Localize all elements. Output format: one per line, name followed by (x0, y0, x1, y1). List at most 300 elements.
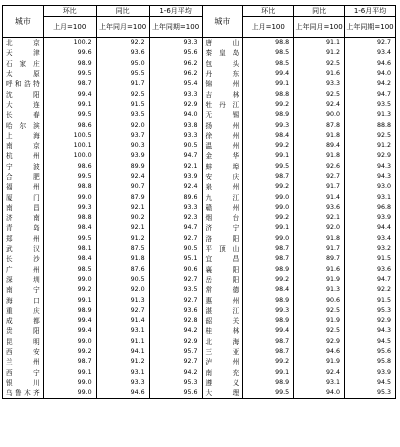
table-row (3, 326, 396, 336)
left-city-cell: 成 都 (3, 316, 44, 326)
left-value-cell: 95.5 (96, 69, 149, 79)
left-value-cell: 89.6 (149, 192, 202, 202)
right-city-cell: 唐 山 (202, 38, 243, 49)
left-city-cell: 重 庆 (3, 306, 44, 316)
right-value-cell: 99.2 (243, 100, 294, 110)
left-value-cell: 94.2 (149, 326, 202, 336)
left-value-cell: 99.4 (43, 316, 96, 326)
right-value-cell: 94.2 (345, 79, 396, 89)
left-value-cell: 91.7 (96, 79, 149, 89)
left-value-cell: 99.0 (43, 275, 96, 285)
left-value-cell: 93.8 (149, 120, 202, 130)
left-value-cell: 93.3 (149, 131, 202, 141)
left-city-cell: 武 汉 (3, 244, 44, 254)
left-value-cell: 91.2 (96, 234, 149, 244)
right-value-cell: 90.6 (294, 295, 345, 305)
right-value-cell: 98.9 (243, 110, 294, 120)
left-value-cell: 90.7 (96, 182, 149, 192)
table-row (3, 378, 396, 388)
left-city-cell: 昆 明 (3, 337, 44, 347)
left-city-cell: 上 海 (3, 131, 44, 141)
left-value-cell: 87.5 (96, 244, 149, 254)
left-value-cell: 95.7 (149, 347, 202, 357)
right-value-cell: 93.4 (345, 234, 396, 244)
left-value-cell: 98.8 (43, 182, 96, 192)
table-row (3, 141, 396, 151)
right-value-cell: 99.1 (243, 151, 294, 161)
table-row (3, 234, 396, 244)
right-city-cell: 韶 关 (202, 316, 243, 326)
left-value-cell: 92.7 (149, 357, 202, 367)
right-value-cell: 89.4 (294, 141, 345, 151)
left-value-cell: 100.0 (43, 151, 96, 161)
left-value-cell: 90.3 (96, 141, 149, 151)
table-row (3, 110, 396, 120)
left-city-cell: 长 春 (3, 110, 44, 120)
right-value-cell: 99.0 (243, 234, 294, 244)
left-value-cell: 99.5 (43, 69, 96, 79)
right-value-cell: 98.9 (243, 295, 294, 305)
table-row (3, 162, 396, 172)
right-value-cell: 98.9 (243, 316, 294, 326)
left-value-cell: 93.6 (96, 48, 149, 58)
right-value-cell: 91.4 (294, 192, 345, 202)
right-value-cell: 91.9 (294, 275, 345, 285)
right-city-cell: 襄 阳 (202, 265, 243, 275)
right-value-cell: 92.1 (294, 213, 345, 223)
right-value-cell: 99.5 (243, 388, 294, 399)
right-value-cell: 92.4 (294, 100, 345, 110)
table-row (3, 120, 396, 130)
table-body (3, 38, 396, 399)
left-value-cell: 98.6 (43, 120, 96, 130)
right-value-cell: 92.6 (294, 162, 345, 172)
left-value-cell: 99.1 (43, 368, 96, 378)
left-value-cell: 92.3 (149, 213, 202, 223)
left-value-cell: 93.9 (149, 172, 202, 182)
right-value-cell: 92.5 (294, 306, 345, 316)
left-value-cell: 92.4 (96, 172, 149, 182)
right-city-cell: 九 江 (202, 192, 243, 202)
left-city-cell: 沈 阳 (3, 89, 44, 99)
left-city-cell: 长 沙 (3, 254, 44, 264)
right-value-cell: 94.5 (345, 337, 396, 347)
left-value-cell: 95.1 (149, 254, 202, 264)
right-value-cell: 98.7 (243, 337, 294, 347)
left-city-cell: 哈尔滨 (3, 120, 44, 130)
right-value-cell: 98.5 (243, 59, 294, 69)
left-value-cell: 90.5 (96, 275, 149, 285)
right-value-cell: 92.9 (345, 151, 396, 161)
left-value-cell: 91.5 (96, 100, 149, 110)
right-value-cell: 98.7 (243, 254, 294, 264)
left-value-cell: 99.2 (43, 285, 96, 295)
right-value-cell: 93.2 (345, 244, 396, 254)
right-value-cell: 91.6 (294, 69, 345, 79)
left-value-cell: 99.4 (43, 326, 96, 336)
left-city-cell: 太 原 (3, 69, 44, 79)
right-value-cell: 94.7 (345, 89, 396, 99)
right-value-cell: 91.2 (294, 48, 345, 58)
left-city-cell: 西 安 (3, 347, 44, 357)
right-value-cell: 99.5 (243, 162, 294, 172)
left-value-cell: 94.7 (149, 151, 202, 161)
right-value-cell: 99.2 (243, 182, 294, 192)
right-value-cell: 91.7 (294, 244, 345, 254)
table-row (3, 357, 396, 367)
table-row (3, 388, 396, 399)
right-city-cell: 扬 州 (202, 120, 243, 130)
left-value-cell: 98.7 (43, 79, 96, 89)
right-value-cell: 89.7 (294, 254, 345, 264)
left-value-cell: 92.7 (149, 234, 202, 244)
left-city-cell: 青 岛 (3, 223, 44, 233)
left-value-cell: 93.6 (149, 306, 202, 316)
left-value-cell: 99.6 (43, 48, 96, 58)
left-value-cell: 92.7 (149, 295, 202, 305)
right-value-cell: 99.4 (243, 326, 294, 336)
right-value-cell: 93.1 (345, 192, 396, 202)
right-city-cell: 三 亚 (202, 347, 243, 357)
left-city-cell: 银 川 (3, 378, 44, 388)
left-value-cell: 91.4 (96, 316, 149, 326)
left-value-cell: 98.6 (43, 162, 96, 172)
table-row (3, 172, 396, 182)
left-city-cell: 南 京 (3, 141, 44, 151)
right-value-cell: 98.4 (243, 285, 294, 295)
table-row (3, 48, 396, 58)
right-value-cell: 94.0 (294, 388, 345, 399)
right-value-cell: 92.9 (294, 337, 345, 347)
left-city-cell: 南 昌 (3, 203, 44, 213)
right-city-cell: 温 州 (202, 141, 243, 151)
left-value-cell: 94.2 (149, 368, 202, 378)
left-value-cell: 92.9 (149, 100, 202, 110)
right-value-cell: 92.7 (294, 172, 345, 182)
left-city-cell: 郑 州 (3, 234, 44, 244)
left-value-cell: 92.1 (96, 223, 149, 233)
right-value-cell: 98.5 (243, 48, 294, 58)
left-city-cell: 贵 阳 (3, 326, 44, 336)
left-city-cell: 南 宁 (3, 285, 44, 295)
left-value-cell: 92.7 (96, 306, 149, 316)
right-city-cell: 南 充 (202, 368, 243, 378)
left-value-cell: 95.6 (149, 48, 202, 58)
right-value-cell: 98.8 (243, 38, 294, 49)
table-row (3, 79, 396, 89)
right-value-cell: 94.3 (345, 172, 396, 182)
right-value-cell: 98.7 (243, 244, 294, 254)
right-value-cell: 93.0 (345, 182, 396, 192)
right-value-cell: 99.4 (243, 69, 294, 79)
left-value-cell: 95.3 (149, 378, 202, 388)
left-city-cell: 合 肥 (3, 172, 44, 182)
left-value-cell: 96.2 (149, 69, 202, 79)
table-row (3, 182, 396, 192)
right-value-cell: 91.3 (345, 110, 396, 120)
right-value-cell: 91.7 (294, 182, 345, 192)
right-value-cell: 91.3 (294, 285, 345, 295)
left-value-cell: 99.0 (43, 388, 96, 399)
right-city-cell: 吉 林 (202, 89, 243, 99)
right-value-cell: 91.8 (294, 234, 345, 244)
left-value-cell: 99.0 (43, 192, 96, 202)
right-city-cell: 平顶山 (202, 244, 243, 254)
header-yoy-left: 同比 (96, 6, 149, 17)
left-value-cell: 94.7 (149, 223, 202, 233)
right-city-cell: 大 理 (202, 388, 243, 399)
left-city-cell: 呼和浩特 (3, 79, 44, 89)
right-value-cell: 98.7 (243, 172, 294, 182)
subheader-mom-left: 上月=100 (43, 17, 96, 38)
left-value-cell: 99.0 (43, 337, 96, 347)
right-city-cell: 烟 台 (202, 213, 243, 223)
left-city-cell: 济 南 (3, 213, 44, 223)
left-value-cell: 98.7 (43, 357, 96, 367)
left-value-cell: 92.0 (96, 120, 149, 130)
header-avg-left: 1-6月平均 (149, 6, 202, 17)
right-value-cell: 99.0 (243, 192, 294, 202)
table-row (3, 38, 396, 49)
right-value-cell: 95.8 (345, 357, 396, 367)
left-city-cell: 石家庄 (3, 59, 44, 69)
left-city-cell: 北 京 (3, 38, 44, 49)
left-value-cell: 98.8 (43, 213, 96, 223)
right-value-cell: 91.5 (345, 254, 396, 264)
left-value-cell: 93.3 (149, 203, 202, 213)
left-value-cell: 92.2 (96, 38, 149, 49)
right-value-cell: 92.0 (294, 223, 345, 233)
right-value-cell: 94.7 (345, 275, 396, 285)
left-value-cell: 98.9 (43, 306, 96, 316)
price-index-table-container (2, 5, 396, 399)
left-value-cell: 92.5 (96, 89, 149, 99)
subheader-avg-left: 上年同期=100 (149, 17, 202, 38)
right-value-cell: 99.1 (243, 368, 294, 378)
table-row (3, 306, 396, 316)
right-city-cell: 桂 林 (202, 326, 243, 336)
right-city-cell: 蚌 埠 (202, 162, 243, 172)
right-value-cell: 93.6 (345, 265, 396, 275)
right-value-cell: 91.9 (294, 357, 345, 367)
price-index-table (2, 5, 396, 399)
right-city-cell: 常 德 (202, 285, 243, 295)
right-city-cell: 洛 阳 (202, 234, 243, 244)
left-value-cell: 95.6 (149, 388, 202, 399)
right-value-cell: 91.5 (345, 295, 396, 305)
right-value-cell: 91.1 (294, 38, 345, 49)
left-value-cell: 99.1 (43, 100, 96, 110)
right-value-cell: 92.5 (294, 326, 345, 336)
left-city-cell: 大 连 (3, 100, 44, 110)
left-value-cell: 98.5 (43, 265, 96, 275)
left-city-cell: 宁 波 (3, 162, 44, 172)
header-mom-left: 环比 (43, 6, 96, 17)
right-value-cell: 99.1 (243, 223, 294, 233)
left-value-cell: 93.3 (149, 89, 202, 99)
right-value-cell: 94.6 (345, 59, 396, 69)
left-value-cell: 91.2 (96, 357, 149, 367)
table-row (3, 295, 396, 305)
table-row (3, 69, 396, 79)
left-value-cell: 99.5 (43, 172, 96, 182)
right-city-cell: 北 海 (202, 337, 243, 347)
table-row (3, 59, 396, 69)
left-city-cell: 厦 门 (3, 192, 44, 202)
left-value-cell: 94.6 (96, 388, 149, 399)
table-row (3, 285, 396, 295)
right-city-cell: 包 头 (202, 59, 243, 69)
left-value-cell: 92.0 (96, 285, 149, 295)
left-value-cell: 95.0 (96, 59, 149, 69)
left-value-cell: 94.0 (149, 110, 202, 120)
right-value-cell: 99.0 (243, 203, 294, 213)
left-city-cell: 广 州 (3, 265, 44, 275)
left-value-cell: 93.1 (96, 326, 149, 336)
table-row (3, 151, 396, 161)
table-row (3, 89, 396, 99)
left-value-cell: 93.9 (96, 151, 149, 161)
right-value-cell: 99.3 (243, 120, 294, 130)
table-row (3, 131, 396, 141)
right-value-cell: 95.3 (345, 306, 396, 316)
right-value-cell: 98.4 (243, 131, 294, 141)
left-value-cell: 98.9 (43, 59, 96, 69)
left-value-cell: 91.1 (96, 337, 149, 347)
left-city-cell: 海 口 (3, 295, 44, 305)
header-city-left: 城市 (3, 6, 44, 38)
table-row (3, 203, 396, 213)
right-city-cell: 济 宁 (202, 223, 243, 233)
right-city-cell: 泉 州 (202, 182, 243, 192)
right-city-cell: 金 华 (202, 151, 243, 161)
left-value-cell: 96.2 (149, 59, 202, 69)
left-value-cell: 93.3 (149, 38, 202, 49)
right-city-cell: 遵 义 (202, 378, 243, 388)
table-row (3, 368, 396, 378)
left-value-cell: 90.6 (149, 265, 202, 275)
right-city-cell: 湛 江 (202, 306, 243, 316)
left-value-cell: 98.1 (43, 244, 96, 254)
right-value-cell: 99.2 (243, 213, 294, 223)
subheader-mom-right: 上月=100 (243, 17, 294, 38)
left-value-cell: 90.5 (149, 244, 202, 254)
right-city-cell: 安 庆 (202, 172, 243, 182)
left-value-cell: 99.3 (43, 203, 96, 213)
right-value-cell: 98.9 (243, 265, 294, 275)
left-city-cell: 西 宁 (3, 368, 44, 378)
right-value-cell: 94.3 (345, 326, 396, 336)
right-city-cell: 秦皇岛 (202, 48, 243, 58)
left-value-cell: 92.8 (149, 316, 202, 326)
left-value-cell: 90.5 (149, 141, 202, 151)
right-value-cell: 98.8 (243, 89, 294, 99)
left-value-cell: 91.8 (96, 254, 149, 264)
right-value-cell: 94.6 (294, 347, 345, 357)
right-value-cell: 93.9 (345, 368, 396, 378)
header-city-right: 城市 (202, 6, 243, 38)
left-value-cell: 99.2 (43, 347, 96, 357)
left-value-cell: 92.7 (149, 275, 202, 285)
left-value-cell: 89.9 (96, 162, 149, 172)
right-value-cell: 92.5 (345, 131, 396, 141)
table-row (3, 316, 396, 326)
right-value-cell: 98.9 (243, 378, 294, 388)
right-value-cell: 99.2 (243, 357, 294, 367)
left-value-cell: 99.5 (43, 234, 96, 244)
left-value-cell: 93.5 (149, 285, 202, 295)
left-value-cell: 90.2 (96, 213, 149, 223)
header-mom-right: 环比 (243, 6, 294, 17)
right-value-cell: 92.4 (294, 368, 345, 378)
right-value-cell: 99.2 (243, 141, 294, 151)
left-value-cell: 100.5 (43, 131, 96, 141)
table-row (3, 244, 396, 254)
table-row (3, 223, 396, 233)
right-value-cell: 91.6 (294, 265, 345, 275)
left-value-cell: 95.4 (149, 79, 202, 89)
right-city-cell: 赣 州 (202, 203, 243, 213)
right-value-cell: 98.7 (243, 347, 294, 357)
left-value-cell: 87.9 (96, 192, 149, 202)
right-city-cell: 无 锡 (202, 110, 243, 120)
right-value-cell: 87.8 (294, 120, 345, 130)
left-city-cell: 福 州 (3, 182, 44, 192)
right-value-cell: 92.2 (345, 285, 396, 295)
right-value-cell: 94.5 (345, 378, 396, 388)
right-value-cell: 93.1 (294, 378, 345, 388)
table-row (3, 275, 396, 285)
left-city-cell: 深 圳 (3, 275, 44, 285)
right-city-cell: 丹 东 (202, 69, 243, 79)
table-row (3, 254, 396, 264)
left-value-cell: 87.6 (96, 265, 149, 275)
left-city-cell: 乌鲁木齐 (3, 388, 44, 399)
table-row (3, 265, 396, 275)
right-value-cell: 95.6 (345, 347, 396, 357)
left-city-cell: 兰 州 (3, 357, 44, 367)
left-value-cell: 93.7 (96, 131, 149, 141)
right-value-cell: 93.3 (294, 79, 345, 89)
right-value-cell: 92.5 (294, 59, 345, 69)
right-value-cell: 94.0 (345, 69, 396, 79)
table-row (3, 192, 396, 202)
right-city-cell: 泸 州 (202, 357, 243, 367)
left-value-cell: 93.5 (96, 110, 149, 120)
left-value-cell: 99.4 (43, 89, 96, 99)
left-city-cell: 天 津 (3, 48, 44, 58)
right-city-cell: 惠 州 (202, 295, 243, 305)
right-value-cell: 94.4 (345, 223, 396, 233)
right-value-cell: 88.8 (345, 120, 396, 130)
left-value-cell: 99.5 (43, 110, 96, 120)
table-row (3, 337, 396, 347)
left-value-cell: 92.1 (149, 162, 202, 172)
right-value-cell: 90.0 (294, 110, 345, 120)
left-value-cell: 98.4 (43, 223, 96, 233)
right-value-cell: 92.5 (294, 89, 345, 99)
left-city-cell: 杭 州 (3, 151, 44, 161)
right-value-cell: 92.9 (345, 316, 396, 326)
left-value-cell: 100.1 (43, 141, 96, 151)
right-city-cell: 牡丹江 (202, 100, 243, 110)
right-value-cell: 92.7 (345, 38, 396, 49)
left-value-cell: 92.4 (149, 182, 202, 192)
left-value-cell: 92.1 (96, 203, 149, 213)
table-row (3, 213, 396, 223)
subheader-yoy-right: 上年同月=100 (294, 17, 345, 38)
left-value-cell: 93.1 (96, 368, 149, 378)
